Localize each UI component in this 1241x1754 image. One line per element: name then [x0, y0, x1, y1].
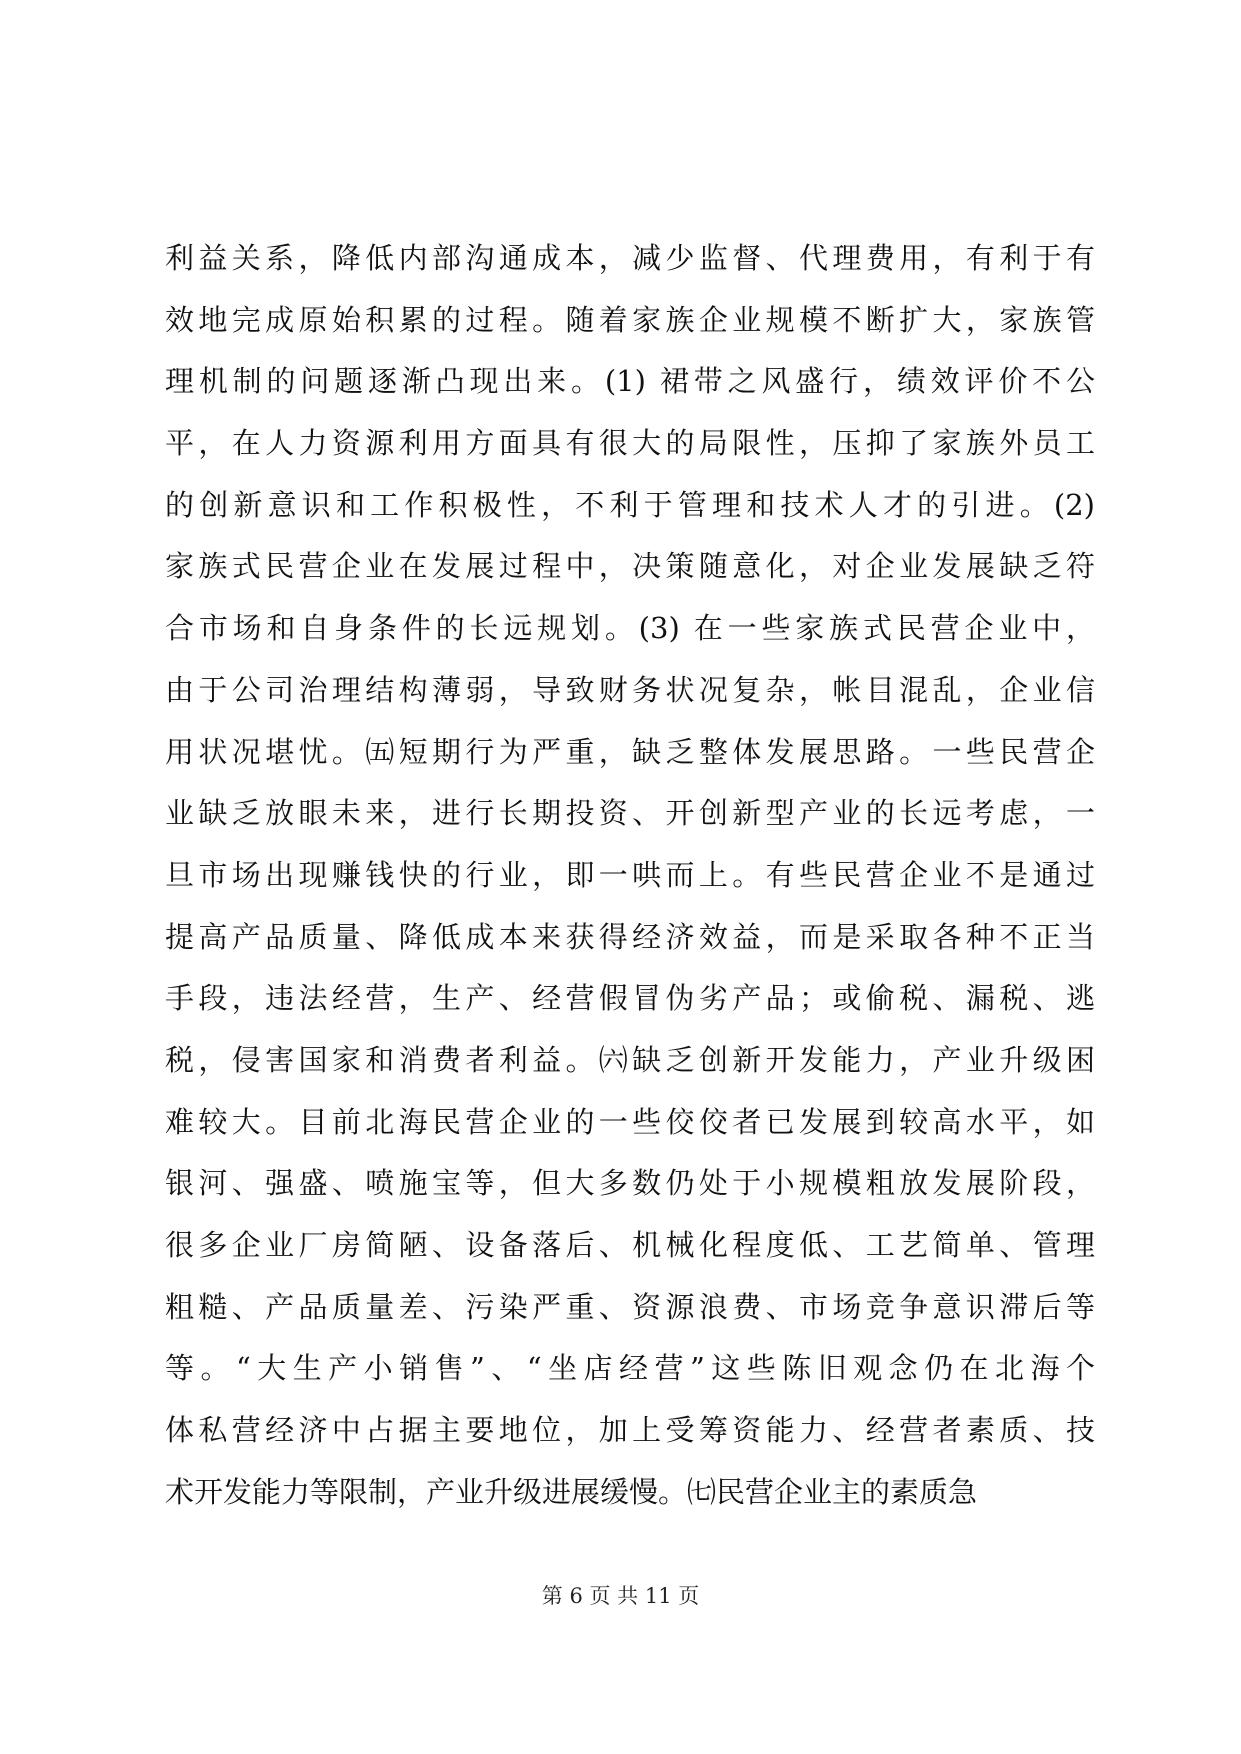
text-line: 粗糙、产品质量差、污染严重、资源浪费、市场竞争意识滞后等 — [165, 1289, 1095, 1324]
text-line: 提高产品质量、降低成本来获得经济效益，而是采取各种不正当 — [165, 919, 1095, 954]
text-line: 家族式民营企业在发展过程中，决策随意化，对企业发展缺乏符 — [165, 549, 1095, 584]
text-line: 等。“大生产小销售”、“坐店经营”这些陈旧观念仍在北海个 — [165, 1351, 1095, 1386]
text-line: 手段，违法经营，生产、经营假冒伪劣产品；或偷税、漏税、逃 — [165, 981, 1095, 1016]
text-line: 平，在人力资源利用方面具有很大的局限性，压抑了家族外员工 — [165, 426, 1095, 461]
text-line: 体私营经济中占据主要地位，加上受筹资能力、经营者素质、技 — [165, 1413, 1095, 1448]
text-line: 用状况堪忧。㈤短期行为严重，缺乏整体发展思路。一些民营企 — [165, 734, 1095, 769]
text-line: 税，侵害国家和消费者利益。㈥缺乏创新开发能力，产业升级困 — [165, 1042, 1095, 1077]
text-line: 银河、强盛、喷施宝等，但大多数仍处于小规模粗放发展阶段， — [165, 1166, 1095, 1201]
page-footer: 第 6 页 共 11 页 — [541, 1584, 700, 1608]
text-line: 利益关系，降低内部沟通成本，减少监督、代理费用，有利于有 — [165, 241, 1095, 275]
text-line: 术开发能力等限制，产业升级进展缓慢。㈦民营企业主的素质急 — [165, 1474, 978, 1509]
text-line: 理机制的问题逐渐凸现出来。(1) 裙带之风盛行，绩效评价不公 — [165, 364, 1095, 399]
text-line: 效地完成原始积累的过程。随着家族企业规模不断扩大，家族管 — [165, 302, 1095, 337]
text-line: 合市场和自身条件的长远规划。(3) 在一些家族式民营企业中， — [165, 611, 1095, 646]
text-line: 由于公司治理结构薄弱，导致财务状况复杂，帐目混乱，企业信 — [165, 672, 1095, 707]
text-line: 难较大。目前北海民营企业的一些佼佼者已发展到较高水平，如 — [165, 1104, 1095, 1139]
text-line: 业缺乏放眼未来，进行长期投资、开创新型产业的长远考虑，一 — [165, 796, 1095, 831]
body-text — [165, 228, 1095, 1523]
text-line: 的创新意识和工作积极性，不利于管理和技术人才的引进。(2) — [165, 487, 1095, 522]
text-line: 旦市场出现赚钱快的行业，即一哄而上。有些民营企业不是通过 — [165, 857, 1095, 892]
text-line: 很多企业厂房简陋、设备落后、机械化程度低、工艺简单、管理 — [165, 1228, 1095, 1262]
